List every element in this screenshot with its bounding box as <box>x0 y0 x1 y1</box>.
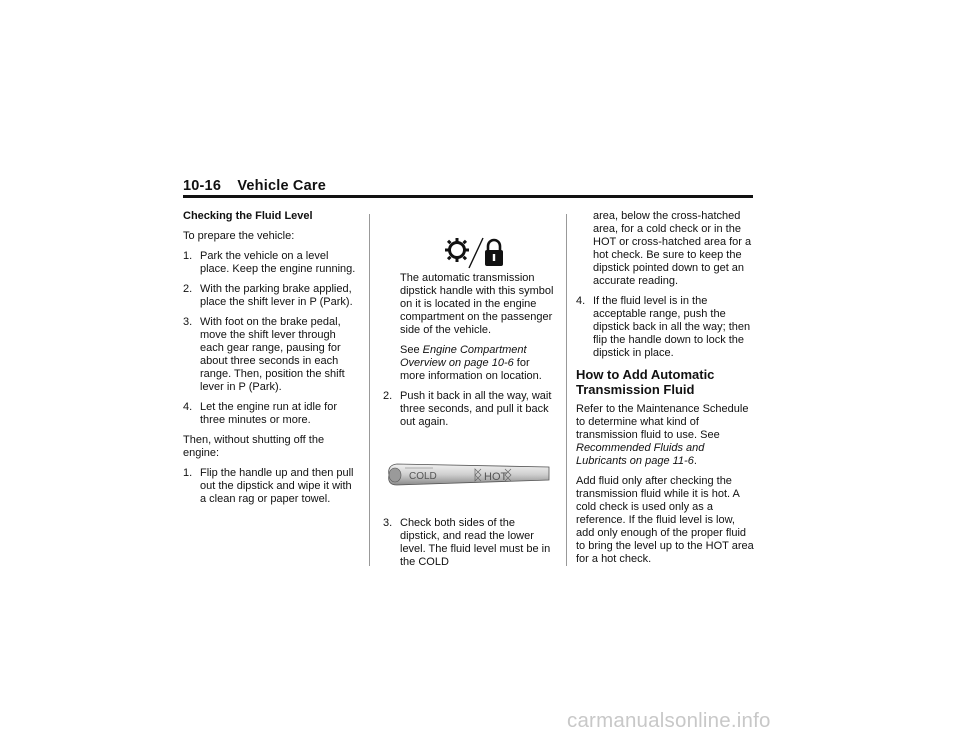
add-fluid-heading: How to Add Automatic Transmission Fluid <box>576 367 715 397</box>
add-fluid-paragraph: Add fluid only after checking the transmission fluid while it is hot. A cold check is used only as a reference. If the fluid level is low, add only enough of the proper fluid to bring the level up to the HOT area for a hot check. <box>576 475 754 565</box>
step-text: Let the engine run at idle for three minutes or more. <box>200 401 337 426</box>
list-item <box>183 401 359 427</box>
check-steps-list-cont <box>383 390 555 429</box>
step-text: Park the vehicle on a level place. Keep the engine running. <box>200 250 356 275</box>
step-number: 3. <box>183 316 193 328</box>
column-divider <box>369 214 370 566</box>
step-number: 4. <box>183 401 193 413</box>
column-2 <box>383 210 555 576</box>
symbol-description: The automatic transmission dipstick handle with this symbol on it is located in the engine compartment on the passenger side of the vehicle. <box>400 272 554 336</box>
list-item <box>383 390 555 429</box>
check-steps-list-cont3 <box>576 295 756 360</box>
intro-text: To prepare the vehicle: <box>183 230 295 242</box>
cold-label: COLD <box>409 471 437 482</box>
step-number: 1. <box>183 467 193 479</box>
step-number: 2. <box>383 390 393 402</box>
see-suffix: for more information on location. <box>400 357 542 382</box>
step-text: Push it back in all the way, wait three seconds, and pull it back out again. <box>400 390 552 428</box>
list-item <box>183 250 359 276</box>
section-heading: Checking the Fluid Level <box>183 210 313 222</box>
refer-paragraph <box>576 403 756 468</box>
dipstick-figure <box>383 437 555 513</box>
check-steps-list <box>183 467 359 506</box>
step-text: If the fluid level is in the acceptable range, push the dipstick back in all the way; then flip the handle down to lock the dipstick in place. <box>593 295 751 359</box>
refer-text: Refer to the Maintenance Schedule to determine what kind of transmission fluid to use. See <box>576 403 749 441</box>
list-item <box>183 467 359 506</box>
see-reference <box>400 344 555 383</box>
step-text: With foot on the brake pedal, move the shift lever through each gear range, pausing for about three seconds in each range. Then, position the shift lever in P (Park). <box>200 316 345 393</box>
step3-continuation: area, below the cross-hatched area, for a cold check or in the HOT or cross-hatched area for a hot check. Be sure to keep the dipstick pointed down to get an accurate reading. <box>593 210 752 287</box>
hot-label: HOT <box>484 471 508 483</box>
step-number: 4. <box>576 295 586 307</box>
step-number: 3. <box>383 517 393 529</box>
page-number: 10-16 <box>183 178 222 194</box>
page-title <box>183 178 753 194</box>
dipstick-illustration <box>383 455 553 495</box>
cross-reference-link[interactable]: Recommended Fluids and Lubricants on page 11-6 <box>576 442 705 467</box>
step-text: Flip the handle up and then pull out the dipstick and wipe it with a clean rag or paper towel. <box>200 467 354 505</box>
column-3 <box>576 210 756 573</box>
list-item <box>383 517 555 569</box>
refer-text-end: . <box>693 455 697 467</box>
watermark: carmanualsonline.info <box>567 709 771 732</box>
see-prefix: See <box>400 344 423 356</box>
step-text: With the parking brake applied, place the shift lever in P (Park). <box>200 283 353 308</box>
column-1 <box>183 210 359 513</box>
section-title: Vehicle Care <box>237 178 326 194</box>
header-rule <box>183 195 753 198</box>
step-number: 1. <box>183 250 193 262</box>
prep-steps-list <box>183 250 359 427</box>
step-text: Check both sides of the dipstick, and read the lower level. The fluid level must be in the COLD <box>400 517 551 568</box>
then-text: Then, without shutting off the engine: <box>183 434 325 459</box>
list-item <box>183 316 359 394</box>
list-item <box>576 295 756 360</box>
page-header <box>183 178 753 194</box>
check-steps-list-cont2 <box>383 517 555 569</box>
symbol-figure <box>383 210 555 272</box>
cross-reference-link[interactable]: Engine Compartment Overview on page 10-6 <box>400 344 527 369</box>
column-divider <box>566 214 567 566</box>
step-number: 2. <box>183 283 193 295</box>
transmission-fluid-lock-symbol-icon <box>443 234 513 274</box>
list-item <box>183 283 359 309</box>
